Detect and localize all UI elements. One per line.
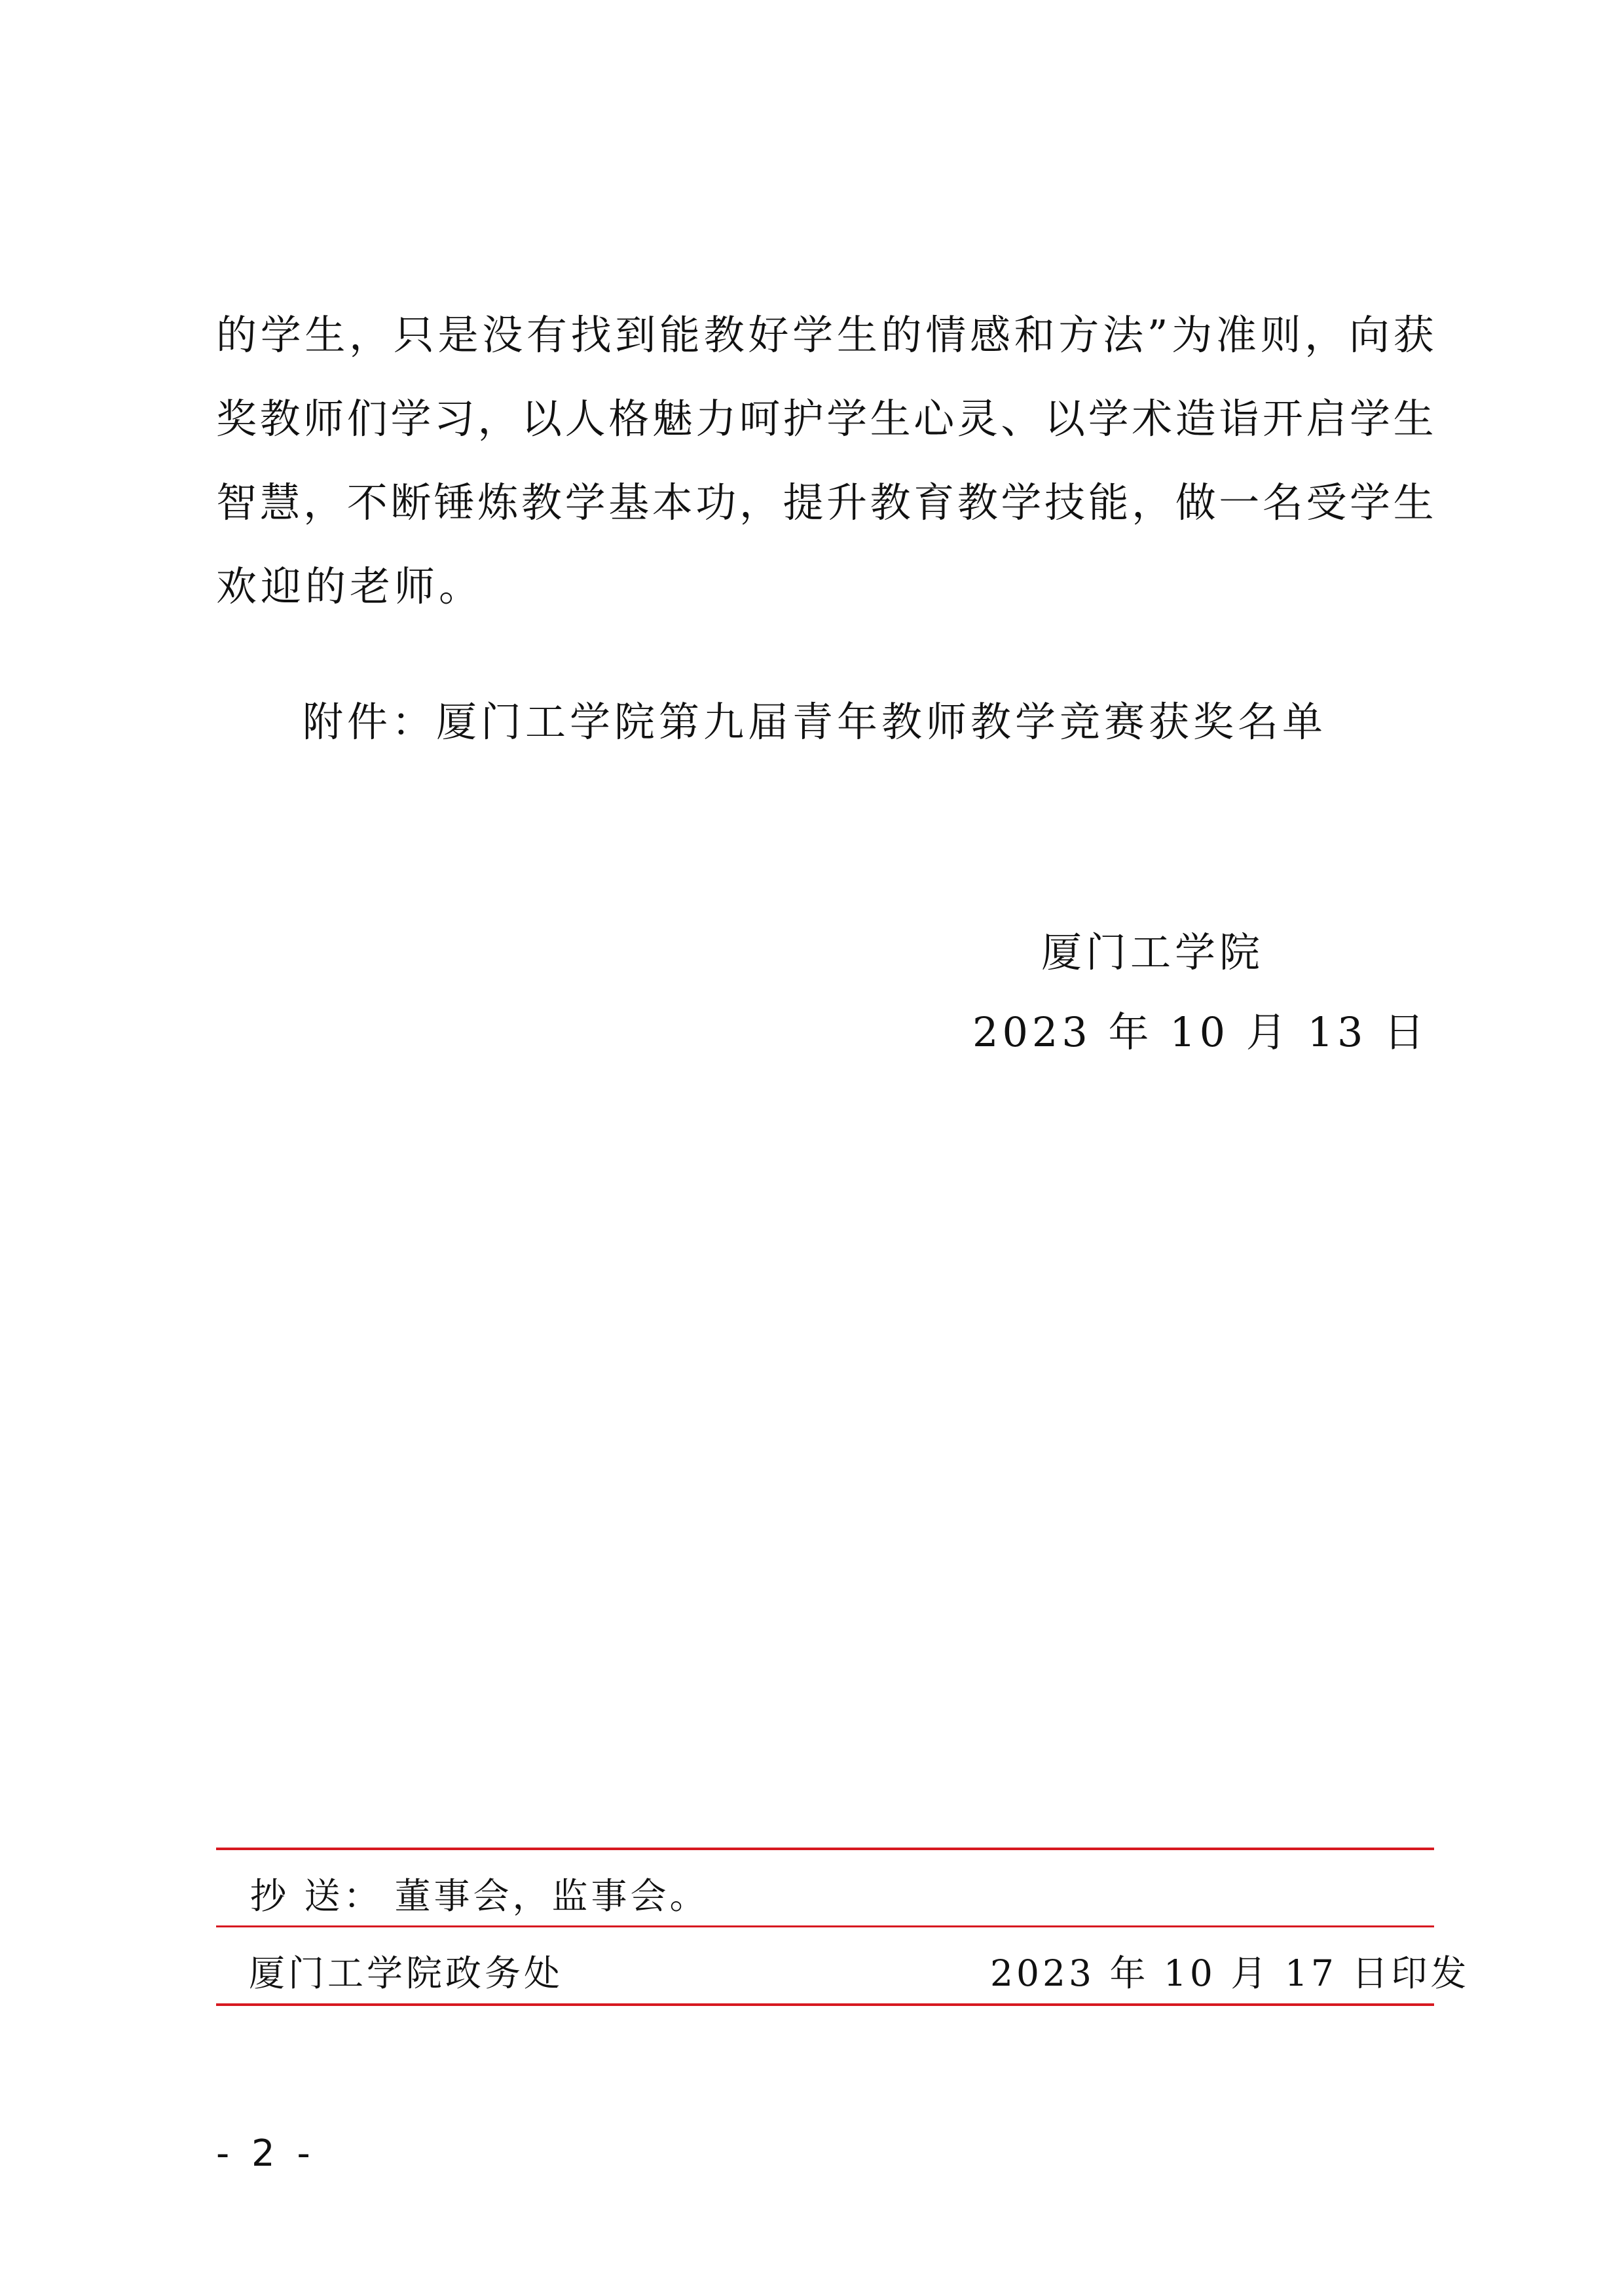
signature-organization: 厦门工学院 [1041, 928, 1264, 976]
glyph: 名 [1262, 479, 1303, 526]
body-line-2 [216, 377, 1434, 461]
glyph: 、 [1001, 395, 1042, 443]
glyph: 情 [925, 311, 967, 359]
glyph: 和 [1014, 311, 1055, 359]
glyph: 没 [482, 311, 523, 359]
glyph: 造 [1175, 395, 1216, 443]
glyph: 启 [1306, 395, 1347, 443]
body-line-text [216, 461, 1434, 545]
glyph: 向 [1348, 311, 1390, 359]
glyph: ， [1132, 479, 1173, 526]
body-line-text: 欢迎的老师。 [216, 562, 484, 610]
glyph: ， [303, 479, 344, 526]
body-line-text [216, 293, 1434, 377]
glyph: 心 [913, 395, 955, 443]
glyph: ， [349, 311, 390, 359]
glyph: ， [1304, 311, 1346, 359]
glyph: 准 [1215, 311, 1257, 359]
glyph: 魅 [652, 395, 693, 443]
glyph: 灵 [957, 395, 998, 443]
glyph: 们 [346, 395, 388, 443]
glyph: 一 [1219, 479, 1260, 526]
glyph: 的 [881, 311, 922, 359]
body-line-text [216, 377, 1434, 461]
glyph: ， [739, 479, 780, 526]
glyph: 教 [703, 311, 745, 359]
cc-line [250, 1867, 709, 1919]
glyph: 人 [564, 395, 606, 443]
glyph: 学 [390, 395, 432, 443]
glyph: 法 [1103, 311, 1144, 359]
glyph: 断 [390, 479, 432, 526]
glyph: 获 [1393, 311, 1434, 359]
body-line-1 [216, 293, 1434, 377]
glyph: 有 [526, 311, 567, 359]
glyph: 技 [1044, 479, 1085, 526]
body-line-3 [216, 461, 1434, 545]
glyph: 生 [1393, 395, 1434, 443]
attachment-line: 附件：厦门工学院第九届青年教师教学竞赛获奖名单 [303, 698, 1327, 746]
glyph: 学 [1350, 479, 1391, 526]
glyph: 教 [957, 479, 998, 526]
glyph: 智 [216, 479, 257, 526]
glyph: 术 [1132, 395, 1173, 443]
glyph: 做 [1175, 479, 1216, 526]
glyph: ” [1147, 311, 1168, 359]
page-number: - 2 - [216, 2132, 316, 2175]
glyph: 能 [1088, 479, 1129, 526]
glyph: 以 [1044, 395, 1085, 443]
glyph: 好 [748, 311, 789, 359]
glyph: 基 [608, 479, 650, 526]
body-line-4 [216, 545, 483, 629]
glyph: 开 [1262, 395, 1303, 443]
glyph: 只 [393, 311, 434, 359]
glyph: 功 [695, 479, 737, 526]
glyph: 学 [564, 479, 606, 526]
glyph: 则 [1260, 311, 1301, 359]
glyph: 学 [260, 311, 301, 359]
glyph: 受 [1306, 479, 1347, 526]
glyph: 学 [826, 395, 868, 443]
glyph: 感 [969, 311, 1010, 359]
glyph: 力 [695, 395, 737, 443]
glyph: 方 [1058, 311, 1099, 359]
glyph: 升 [826, 479, 868, 526]
glyph: 习 [434, 395, 475, 443]
footer-top-rule [216, 1848, 1434, 1850]
glyph: 以 [521, 395, 563, 443]
cc-recipients: 董事会，监事会。 [394, 1875, 709, 1917]
glyph: 学 [1001, 479, 1042, 526]
glyph: 生 [870, 395, 911, 443]
glyph: 呵 [739, 395, 780, 443]
glyph: 的 [216, 311, 257, 359]
glyph: 教 [870, 479, 911, 526]
glyph: 护 [783, 395, 824, 443]
footer-middle-rule [216, 1925, 1434, 1927]
glyph: 锤 [434, 479, 475, 526]
issuer-office: 厦门工学院政务处 [249, 1952, 564, 1994]
cc-label: 抄 送： [250, 1875, 383, 1917]
glyph: 生 [1393, 479, 1434, 526]
footer-bottom-rule [216, 2003, 1434, 2006]
glyph: 师 [303, 395, 344, 443]
glyph: 是 [437, 311, 479, 359]
glyph: 本 [652, 479, 693, 526]
glyph: 不 [346, 479, 388, 526]
glyph: 提 [783, 479, 824, 526]
glyph: 为 [1172, 311, 1213, 359]
glyph: 诣 [1219, 395, 1260, 443]
glyph: 育 [913, 479, 955, 526]
glyph: 学 [1088, 395, 1129, 443]
issue-date: 2023 年 10 月 17 日印发 [990, 1952, 1470, 1994]
glyph: 找 [570, 311, 612, 359]
signature-date: 2023 年 10 月 13 日 [972, 1008, 1429, 1056]
glyph: 慧 [259, 479, 301, 526]
glyph: 学 [792, 311, 834, 359]
glyph: 学 [1350, 395, 1391, 443]
glyph: 教 [259, 395, 301, 443]
glyph: 能 [659, 311, 701, 359]
glyph: 炼 [477, 479, 519, 526]
glyph: 教 [521, 479, 563, 526]
glyph: 生 [836, 311, 877, 359]
glyph: 格 [608, 395, 650, 443]
glyph: 到 [615, 311, 656, 359]
glyph: 奖 [216, 395, 257, 443]
glyph: ， [477, 395, 519, 443]
glyph: 生 [304, 311, 346, 359]
